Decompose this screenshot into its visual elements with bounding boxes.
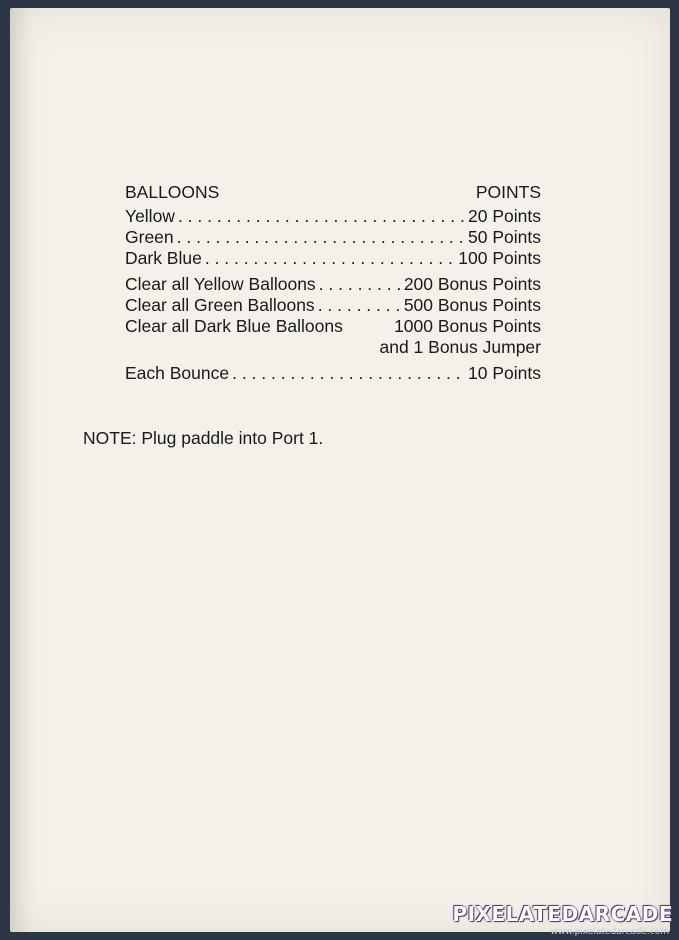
row-bonus-green (125, 295, 541, 316)
watermark-logo: PIXELATEDARCADE (452, 902, 673, 926)
bonus-jumper-line: and 1 Bonus Jumper (379, 337, 541, 357)
row-label: Dark Blue (125, 248, 202, 268)
row-label: Green (125, 227, 174, 247)
row-value: 100 Points (458, 248, 541, 268)
header-balloons: BALLOONS (125, 182, 220, 202)
row-value: 10 Points (468, 363, 541, 383)
row-value: 1000 Bonus Points (394, 316, 541, 336)
row-dark-blue (125, 248, 541, 269)
manual-page (10, 8, 670, 932)
row-yellow (125, 206, 541, 227)
dot-leader (319, 274, 401, 295)
header-points: POINTS (475, 182, 541, 202)
dot-leader (178, 206, 465, 227)
row-label: Clear all Yellow Balloons (125, 274, 316, 294)
row-label: Clear all Green Balloons (125, 295, 315, 315)
row-value: 200 Bonus Points (403, 274, 541, 294)
dot-leader (232, 363, 465, 384)
row-green (125, 227, 541, 248)
row-bonus-dark-blue (125, 316, 541, 337)
scoring-table (125, 182, 541, 384)
table-header (125, 182, 541, 203)
watermark-url: www.pixelatedarcade.com (550, 927, 669, 937)
row-label: Yellow (125, 206, 175, 226)
page-fold-shadow (10, 8, 32, 932)
row-label: Clear all Dark Blue Balloons (125, 316, 343, 336)
row-value: 50 Points (468, 227, 541, 247)
row-value: 20 Points (468, 206, 541, 226)
dot-leader (205, 248, 455, 269)
dot-leader (177, 227, 465, 248)
paddle-note: NOTE: Plug paddle into Port 1. (83, 428, 324, 448)
row-each-bounce (125, 363, 541, 384)
row-bonus-yellow (125, 274, 541, 295)
row-value: 500 Bonus Points (403, 295, 541, 315)
dot-leader (318, 295, 401, 316)
row-label: Each Bounce (125, 363, 230, 383)
